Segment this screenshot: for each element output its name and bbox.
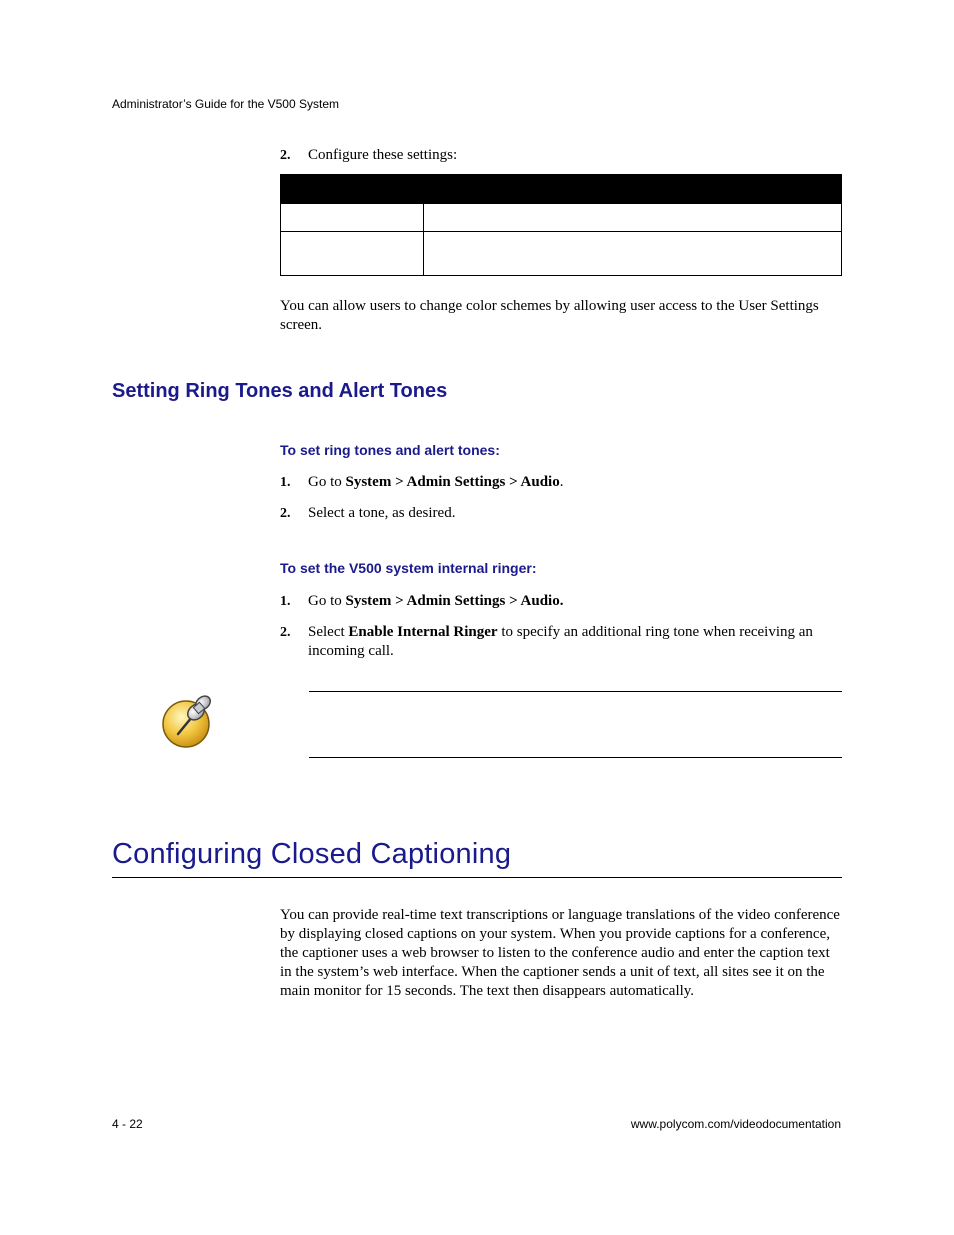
- heading-rule: [112, 877, 842, 878]
- step-text-pre: Select: [308, 624, 349, 640]
- table-cell: [281, 204, 424, 232]
- procedure-step: [280, 592, 842, 612]
- step-text: [308, 592, 843, 611]
- menu-path: System > Admin Settings > Audio: [345, 474, 560, 490]
- note-top-rule: [309, 691, 842, 692]
- settings-table: [280, 174, 842, 276]
- step-text: Select a tone, as desired.: [308, 505, 456, 521]
- procedure-heading-ring-tones: To set ring tones and alert tones:: [280, 442, 500, 458]
- step-text-post: .: [559, 474, 564, 490]
- step-number: 1.: [280, 594, 291, 609]
- table-cell: [281, 232, 424, 276]
- running-header: Administrator’s Guide for the V500 System: [112, 97, 339, 111]
- color-scheme-paragraph: You can allow users to change color schemes by allowing user access to the User Settings screen.: [280, 298, 819, 333]
- step-text: Configure these settings:: [308, 147, 458, 163]
- procedure-step: [280, 504, 842, 524]
- settings-table-header-row: [281, 175, 842, 204]
- setting-name: Enable Internal Ringer: [348, 624, 498, 640]
- table-cell: [424, 204, 842, 232]
- settings-step: [280, 146, 842, 166]
- step-number: 2.: [280, 148, 291, 163]
- pushpin-note-icon: [158, 690, 218, 750]
- page-number: 4 - 22: [112, 1117, 143, 1131]
- step-number: 2.: [280, 625, 291, 640]
- table-row: [281, 204, 842, 232]
- settings-table-header: [281, 175, 842, 204]
- table-row: [281, 232, 842, 276]
- step-number: 2.: [280, 506, 291, 521]
- step-text-pre: Go to: [308, 474, 346, 490]
- step-text: [308, 473, 843, 492]
- procedure-step: [280, 473, 842, 493]
- procedure-heading-internal-ringer: To set the V500 system internal ringer:: [280, 560, 537, 576]
- menu-path: System > Admin Settings > Audio.: [345, 593, 564, 609]
- section-heading-ring-tones: Setting Ring Tones and Alert Tones: [112, 380, 448, 402]
- chapter-heading-closed-captioning: Configuring Closed Captioning: [112, 838, 512, 870]
- procedure-step: [280, 623, 842, 663]
- step-number: 1.: [280, 475, 291, 490]
- step-text-post: to specify an additional ring tone when receiving an incoming call.: [308, 624, 813, 659]
- step-text: [308, 623, 818, 661]
- step-text-pre: Go to: [308, 593, 346, 609]
- note-bottom-rule: [309, 757, 842, 758]
- footer-url: www.polycom.com/videodocumentation: [630, 1117, 841, 1131]
- table-cell: [424, 232, 842, 276]
- closed-captioning-paragraph: You can provide real-time text transcriptions or language translations of the video conference by displaying closed captions on your system. When you provide captions for a conference, the captioner uses a web browser to listen to the conference audio and enter the caption text in the system’s web interface. When the captioner sends a unit of text, all sites see it on the main monitor for 15 seconds. The text then disappears automatically.: [280, 907, 840, 999]
